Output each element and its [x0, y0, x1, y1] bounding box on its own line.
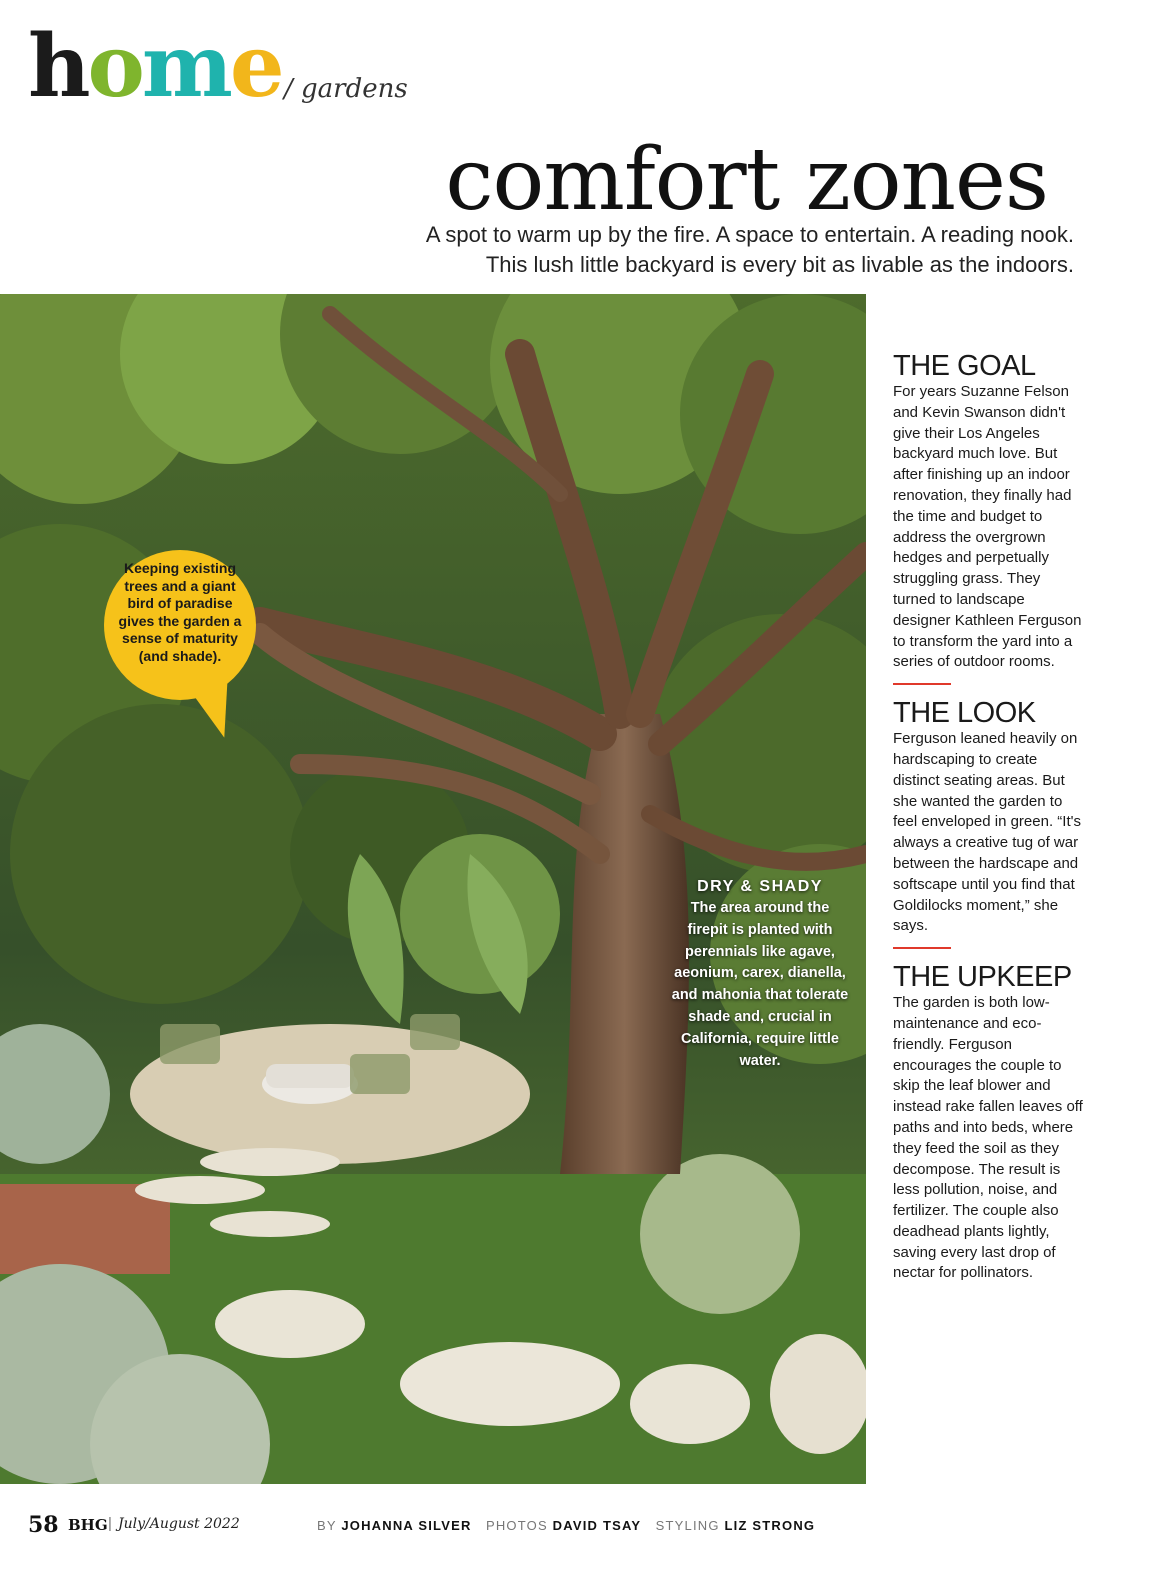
credit-photographer: DAVID TSAY: [552, 1518, 642, 1533]
credit-photos-label: PHOTOS: [485, 1518, 548, 1533]
credit-stylist: LIZ STRONG: [724, 1518, 816, 1533]
article-title: comfort zones: [445, 130, 1048, 230]
section-body: The garden is both low-maintenance and eco-friendly. Ferguson encourages the couple to skip the leaf blower and instead rake fallen leaves off paths and into beds, where they feed the soil as they decompose. The result is less pollution, noise, and fertilizer. The couple also deadhead plants lightly, saving every last drop of nectar for pollinators.: [893, 994, 1083, 1282]
section-divider: [893, 683, 951, 685]
photo-caption: [670, 876, 850, 1072]
article-dek: [194, 220, 1074, 280]
logo-letter-e: e: [229, 16, 282, 117]
page-number: 58: [28, 1512, 59, 1538]
section-body: Ferguson leaned heavily on hardscaping to create distinct seating areas. But she wanted the garden to feel enveloped in green. “It's always a creative tug of war between the hardscape and softscape until you find that Goldilocks moment,” she says.: [893, 730, 1081, 935]
section-heading: THE UPKEEP: [893, 961, 1072, 994]
article-sidebar-column: [893, 350, 1083, 1284]
callout-bubble-text: Keeping existing trees and a giant bird of paradise gives the garden a sense of maturity (and shade).: [118, 560, 242, 664]
footer-separator: |: [108, 1515, 112, 1532]
section-body: For years Suzanne Felson and Kevin Swanson didn't give their Los Angeles backyard much love. But after finishing up an indoor renovation, they finally had the time and budget to address the overgrown hedges and perpetually struggling grass. They turned to landscape designer Kathleen Ferguson to transform the yard into a series of outdoor rooms.: [893, 383, 1082, 671]
section-the-upkeep: [893, 961, 1083, 1284]
callout-bubble: [104, 550, 256, 700]
section-heading: THE LOOK: [893, 697, 1036, 730]
credit-author: JOHANNA SILVER: [341, 1518, 472, 1533]
section-divider: [893, 947, 951, 949]
caption-heading: DRY & SHADY: [697, 878, 823, 895]
caption-body: The area around the firepit is planted with perennials like agave, aeonium, carex, dianella, and mahonia that tolerate shade and, crucial in California, require little water.: [671, 900, 849, 1069]
logo-letter-h: h: [28, 16, 88, 117]
dek-line-2: This lush little backyard is every bit as livable as the indoors.: [485, 252, 1074, 277]
credit-by-label: BY: [317, 1518, 337, 1533]
footer-credits: [317, 1518, 815, 1533]
page-footer: [28, 1512, 1128, 1542]
section-heading: THE GOAL: [893, 350, 1036, 382]
logo-letter-o: o: [87, 16, 142, 117]
footer-issue: July/August 2022: [118, 1516, 240, 1532]
garden-photo: [0, 294, 866, 1484]
section-label: / gardens: [284, 74, 408, 104]
dek-line-1: A spot to warm up by the fire. A space to entertain. A reading nook.: [425, 222, 1074, 247]
footer-brand: BHG: [68, 1516, 108, 1534]
section-the-goal: [893, 350, 1083, 673]
section-the-look: [893, 697, 1083, 937]
credit-styling-label: STYLING: [655, 1518, 720, 1533]
home-logo-word: [28, 16, 282, 117]
logo-letter-m: m: [141, 16, 230, 117]
